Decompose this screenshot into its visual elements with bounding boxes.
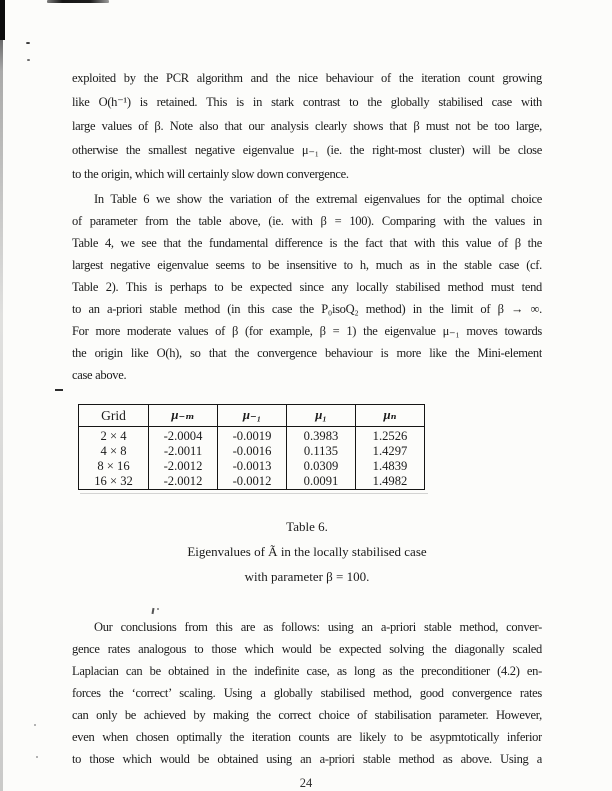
table-row [79, 444, 425, 459]
text-line: large values of β. Note also that our analysis clearly shows that β must not be too large, [72, 119, 542, 133]
table-cell: 0.0309 [287, 459, 356, 474]
scan-speck [36, 756, 38, 758]
text-line: to an a-priori stable method (in this case the P₀isoQ₂ method) in the limit of β → ∞. [72, 302, 542, 316]
table-cell: 8 × 16 [97, 459, 130, 473]
table-header-row [79, 405, 425, 427]
text-line: Table 4, we see that the fundamental difference is the fact that with this value of β the [72, 236, 542, 250]
table-cell: 1.4982 [356, 474, 425, 490]
table-body [79, 427, 425, 490]
page-number: 24 [299, 776, 313, 790]
text-line: to the origin, which will certainly slow down convergence. [72, 167, 349, 181]
text-line: like O(h⁻¹) is retained. This is in stark contrast to the globally stabilised case with [72, 95, 542, 109]
scan-speck [27, 59, 30, 61]
table-cell: -2.0012 [149, 474, 218, 490]
text-line: of parameter from the table above, (ie. with β = 100). Comparing with the values in [72, 214, 542, 228]
table-caption [72, 514, 542, 589]
paragraph-2 [72, 188, 542, 386]
column-header: μₙ [356, 405, 425, 427]
table-cell: 0.0091 [287, 474, 356, 490]
table-cell: -0.0019 [218, 427, 287, 445]
text-line: to those which would be obtained using an a-priori stable method as above. Using a [72, 752, 542, 766]
scan-corner-mark [0, 0, 5, 40]
text-line: Our conclusions from this are as follows: using an a-priori stable method, conver- [94, 620, 542, 634]
scan-smudge-top [47, 0, 109, 3]
table-row [79, 474, 425, 490]
table-cell: -2.0011 [149, 444, 218, 459]
paragraph-1 [72, 66, 542, 186]
text-line: forces the ‘correct’ scaling. Using a globally stabilised method, good convergence rates [72, 686, 542, 700]
scan-ghost-line [80, 493, 428, 494]
caption-line: with parameter β = 100. [244, 569, 370, 584]
table-row [79, 459, 425, 474]
scan-tick-mark [151, 608, 154, 614]
table-cell: -0.0013 [218, 459, 287, 474]
caption-line: Eigenvalues of Ã in the locally stabilised case [187, 544, 427, 559]
text-line: otherwise the smallest negative eigenvalue μ₋₁ (ie. the right-most cluster) will be close [72, 143, 542, 157]
column-header: Grid [101, 407, 126, 423]
paragraph-3 [72, 616, 542, 770]
table-cell: 0.1135 [287, 444, 356, 459]
text-line: case above. [72, 368, 127, 382]
column-header: μ₁ [287, 405, 356, 427]
table-cell: -2.0004 [149, 427, 218, 445]
table-cell: 4 × 8 [100, 444, 127, 458]
table-cell: 1.2526 [356, 427, 425, 445]
table-head [79, 405, 425, 427]
eigenvalues-table [78, 404, 425, 490]
text-line: the origin like O(h), so that the convergence behaviour is more like the Mini-element [72, 346, 542, 360]
text-line: For more moderate values of β (for example, β = 1) the eigenvalue μ₋₁ moves towards [72, 324, 542, 338]
scan-speck [26, 42, 30, 44]
column-header: μ₋ₘ [149, 405, 218, 427]
table-cell: 2 × 4 [100, 429, 127, 443]
table-cell: -2.0012 [149, 459, 218, 474]
text-line: gence rates analogous to those which would be expected solving the diagonally scaled [72, 642, 542, 656]
table-cell: -0.0016 [218, 444, 287, 459]
scan-speck [34, 724, 36, 726]
text-line: Table 2). This is perhaps to be expected since any locally stabilised method must tend [72, 280, 542, 294]
text-line: largest negative eigenvalue seems to be insensitive to h, much as in the stable case (cf. [72, 258, 542, 272]
table-cell: -0.0012 [218, 474, 287, 490]
scan-dash-mark [55, 389, 63, 391]
scan-edge-left [0, 0, 3, 791]
column-header: μ₋₁ [218, 405, 287, 427]
caption-line: Table 6. [286, 519, 328, 534]
text-line: In Table 6 we show the variation of the extremal eigenvalues for the optimal choice [94, 192, 542, 206]
table-cell: 1.4297 [356, 444, 425, 459]
table-row [79, 427, 425, 445]
table-cell: 1.4839 [356, 459, 425, 474]
table-cell: 0.3983 [287, 427, 356, 445]
table-cell: 16 × 32 [94, 474, 133, 488]
text-line: exploited by the PCR algorithm and the nice behaviour of the iteration count growing [72, 71, 542, 85]
text-line: even when chosen optimally the iteration counts are likely to be asypmtotically inferior [72, 730, 542, 744]
text-line: can only be achieved by making the correct choice of stabilisation parameter. However, [72, 708, 542, 722]
text-line: Laplacian can be obtained in the indefinite case, as long as the preconditioner (4.2) en- [72, 664, 542, 678]
scan-speck [157, 608, 159, 610]
